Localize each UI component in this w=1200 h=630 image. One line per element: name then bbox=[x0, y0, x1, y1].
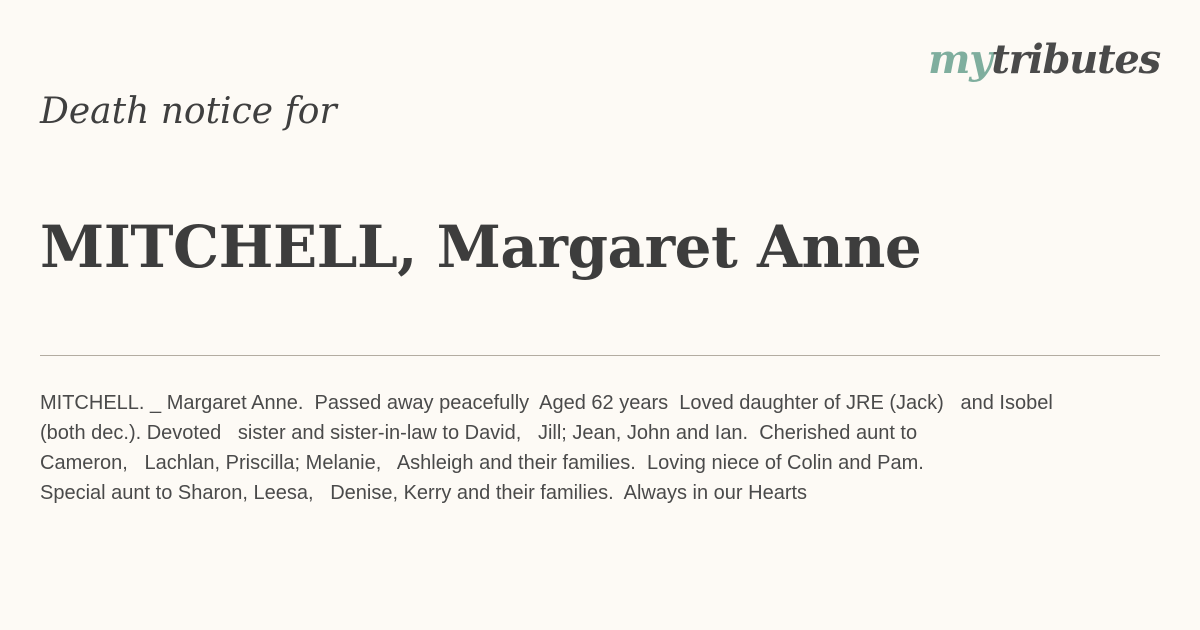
deceased-name: MITCHELL, Margaret Anne bbox=[40, 213, 922, 281]
logo-my: my bbox=[928, 36, 992, 83]
divider bbox=[40, 355, 1160, 356]
notice-body-line: Cameron, Lachlan, Priscilla; Melanie, Ashleigh and their families. Loving niece of Colin and Pam. bbox=[40, 452, 924, 474]
mytributes-logo bbox=[928, 36, 1160, 84]
notice-body-line: (both dec.). Devoted sister and sister-in-law to David, Jill; Jean, John and Ian. Cherished aunt to bbox=[40, 422, 918, 444]
notice-body-line: Special aunt to Sharon, Leesa, Denise, Kerry and their families. Always in our Hearts bbox=[40, 482, 808, 504]
logo-tributes: tributes bbox=[991, 36, 1160, 83]
notice-intro-heading: Death notice for bbox=[40, 91, 337, 132]
notice-body-line: MITCHELL. _ Margaret Anne. Passed away peacefully Aged 62 years Loved daughter of JRE (Jack) and Isobel bbox=[40, 392, 1053, 414]
notice-body bbox=[40, 388, 1158, 508]
